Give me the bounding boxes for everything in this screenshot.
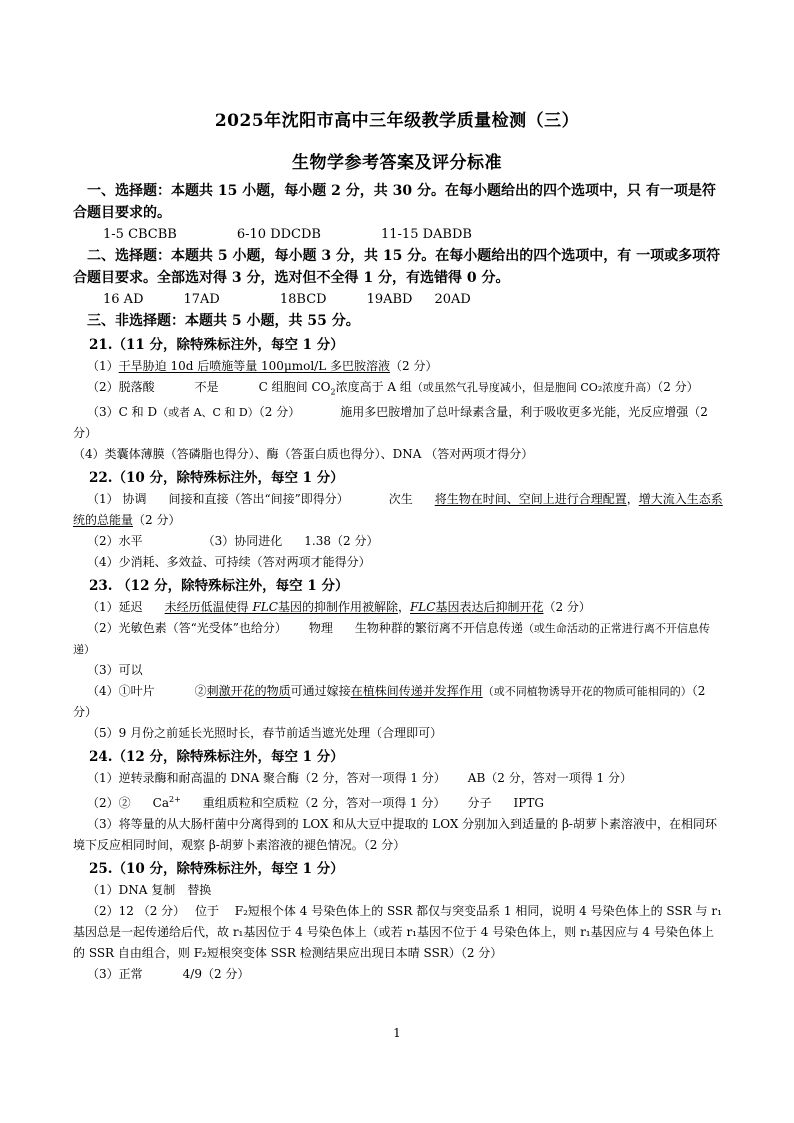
answer-20: 20AD	[434, 292, 471, 307]
section2-heading: 二、选择题：本题共 5 小题，每小题 3 分，共 15 分。在每小题给出的四个选项中，有 一项或多项符合题目要求。全部选对得 3 分，选对但不全得 1 分，有选错得 0 分。	[73, 248, 721, 286]
q23-p2-c: 生物种群的繁衍离不开信息传递	[354, 621, 523, 636]
q24-heading: 24.（12 分，除特殊标注外，每空 1 分）	[89, 749, 344, 766]
q21-p3-a: （3）C 和 D	[87, 405, 158, 420]
q21-p1-answer: 干旱胁迫 10d 后喷施等量 100μmol/L 多巴胺溶液	[118, 359, 391, 373]
q21-p2-note: （或虽然气孔导度减小，但是胞间 CO₂浓度升高）	[411, 381, 658, 394]
q23-p1-u1	[165, 600, 398, 614]
q23-heading: 23. （12 分，除特殊标注外，每空 1 分）	[89, 578, 349, 595]
q24-p2-c: 重组质粒和空质粒（2 分，答对一项得 1 分）	[202, 796, 446, 811]
q23-p1-sep: ，	[397, 600, 410, 615]
section2-answers	[73, 289, 723, 310]
section3-heading: 三、非选择题：本题共 5 小题，共 55 分。	[87, 313, 360, 329]
q21-p3-b: （2 分）	[258, 405, 301, 420]
answer-19: 19ABD	[366, 292, 413, 307]
q24-part1	[73, 768, 723, 789]
q24-p1-a: （1）逆转录酶和耐高温的 DNA 聚合酶（2 分，答对一项得 1 分）	[87, 771, 446, 786]
q23-p1-u1a: 未经历低温使得	[164, 600, 253, 615]
q23-part2	[73, 618, 723, 660]
q22-p1-c: 次生	[388, 492, 413, 507]
q22-p1-u1: 将生物在时间、空间上进行合理配置	[434, 492, 627, 507]
q24-p2-sup: 2+	[168, 795, 181, 805]
q22-p1-u2: 增大流入生态系统的总能量	[73, 492, 723, 528]
q24-p2-a: （2）②	[87, 796, 131, 811]
q21-p3-c: 施用多巴胺增加了总叶绿素含量，利于吸收更多光能，光反应增强（2 分）	[73, 405, 708, 441]
q22-p2-b: （3）协同进化	[202, 534, 283, 549]
q24-p2-d: 分子	[467, 796, 492, 811]
answers-11-15: 11-15 DABDB	[380, 227, 472, 242]
answer-16: 16 AD	[103, 292, 144, 307]
q22-part4: （4）少消耗、多效益、可持续（答对两项才能得分）	[87, 555, 371, 570]
q21-part3	[73, 402, 723, 444]
q24-p1-b: AB（2 分，答对一项得 1 分）	[467, 771, 632, 786]
q22-p2-c: 1.38（2 分）	[304, 534, 379, 549]
q21-p2-e: （2 分）	[657, 380, 699, 394]
q22-p1-a: （1） 协调	[87, 492, 147, 507]
q21-part4: （4）类囊体薄膜（答磷脂也得分）、酶（答蛋白质也得分）、DNA （答对两项才得分）	[73, 447, 534, 462]
q23-p1-u1i: FLC	[252, 600, 278, 615]
q23-p4-b: ②	[194, 684, 207, 699]
q21-p3-note: （或者 A、C 和 D）	[157, 406, 259, 420]
q21-heading: 21.（11 分，除特殊标注外，每空 1 分）	[89, 337, 344, 353]
q24-p2-b: Ca	[152, 796, 169, 811]
q21-p2-d: 浓度高于 A 组	[335, 380, 412, 394]
q23-part4	[73, 681, 723, 723]
q21-p2-sub: 2	[330, 387, 336, 397]
answers-6-10: 6-10 DDCDB	[236, 227, 321, 242]
q23-p4-u1: 刺激开花的物质	[206, 684, 291, 699]
q24-part2	[73, 789, 723, 814]
q25-p3-b: 4/9（2 分）	[182, 967, 250, 982]
q25-p3-a: （3）正常	[87, 967, 143, 982]
q22-p1-d: （2 分）	[133, 513, 181, 528]
section1-answers	[73, 224, 723, 245]
q21-p2-a: （2）脱落酸	[87, 380, 155, 394]
q23-p1-u1b: 基因的抑制作用被解除	[277, 600, 398, 615]
q23-p2-b: 物理	[308, 621, 333, 636]
q23-p4-c: 可通过嫁接	[290, 684, 351, 699]
q23-p4-u2: 在植株间传递并发挥作用	[350, 684, 483, 699]
q23-part5: （5）9 月份之前延长光照时长，春节前适当遮光处理（合理即可）	[87, 726, 443, 741]
q24-part3: （3）将等量的从大肠杆菌中分离得到的 LOX 和从大豆中提取的 LOX 分别加入到适量的 β-胡萝卜素溶液中，在相同环境下反应相同时间，观察 β-胡萝卜素溶液的褪色情况。（2 分）	[73, 817, 717, 853]
q21-p2-c: C 组胞间 CO	[258, 380, 331, 394]
q21-p2-b: 不是	[194, 380, 219, 394]
q22-part1: （1） 协调 间接和直接（答出“间接”即得分） 次生 将生物在时间、空间上进行合理配置，增大流入生态系统的总能量（2 分）	[73, 492, 723, 528]
q23-part3: （3）可以	[87, 663, 143, 678]
q23-p2-note: （或生命活动的正常进行离不开信息传递）	[73, 622, 710, 657]
q23-p1-u2i: FLC	[409, 600, 436, 615]
q25-heading: 25.（10 分，除特殊标注外，每空 1 分）	[89, 861, 344, 878]
q25-part2: （2）12 （2 分） 位于 F₂短根个体 4 号染色体上的 SSR 都仅与突变品系 1 相同，说明 4 号染色体上的 SSR 与 r₁基因总是一起传递给后代，故 r₁基因位于 4 号染色体上（或若 r₁基因不位于 4 号染色体上，则 r₁基因应与 4 号染色体上的 SSR 自由组合，则 F₂短根突变体 SSR 检测结果应出现日本晴 SSR）（2 分）	[73, 904, 722, 961]
q23-p1-b: （2 分）	[543, 600, 591, 615]
page-subtitle: 生物学参考答案及评分标准	[292, 153, 502, 173]
q22-p2-a: （2）水平	[87, 534, 143, 549]
answers-1-5: 1-5 CBCBB	[103, 227, 177, 242]
q23-p4-d: （2 分）	[73, 684, 706, 720]
q22-part2	[73, 531, 723, 552]
q23-p4-a: （4）①叶片	[87, 684, 155, 699]
q21-part1	[73, 356, 723, 377]
q23-p4-note: （或不同植物诱导开花的物质可能相同的）	[482, 685, 692, 699]
page-title: 2025年沈阳市高中三年级教学质量检测（三）	[214, 111, 580, 131]
q23-part1	[73, 597, 723, 618]
q23-p1-u2b: 基因表达后抑制开花	[435, 600, 544, 615]
answer-18: 18BCD	[279, 292, 327, 307]
q21-part2	[73, 377, 723, 402]
q23-p1-a: （1）延迟	[87, 600, 143, 615]
q25-part3	[73, 964, 723, 985]
q25-part1: （1）DNA 复制 替换	[87, 883, 212, 898]
q21-p1-points: （2 分）	[390, 359, 438, 373]
q22-p1-b: 间接和直接（答出“间接”即得分）	[168, 492, 349, 507]
answer-body	[73, 180, 723, 985]
q23-p2-a: （2）光敏色素（答“光受体”也给分）	[87, 621, 287, 636]
answer-17: 17AD	[183, 292, 220, 307]
page-number: 1	[393, 1026, 401, 1040]
q24-p2-e: IPTG	[513, 796, 544, 811]
q22-heading: 22.（10 分，除特殊标注外，每空 1 分）	[89, 470, 344, 487]
q23-p1-u2	[410, 600, 544, 614]
q21-p1-label: （1）	[87, 359, 119, 373]
section1-heading: 一、选择题：本题共 15 小题，每小题 2 分，共 30 分。在每小题给出的四个选项中，只 有一项是符合题目要求的。	[73, 183, 716, 221]
